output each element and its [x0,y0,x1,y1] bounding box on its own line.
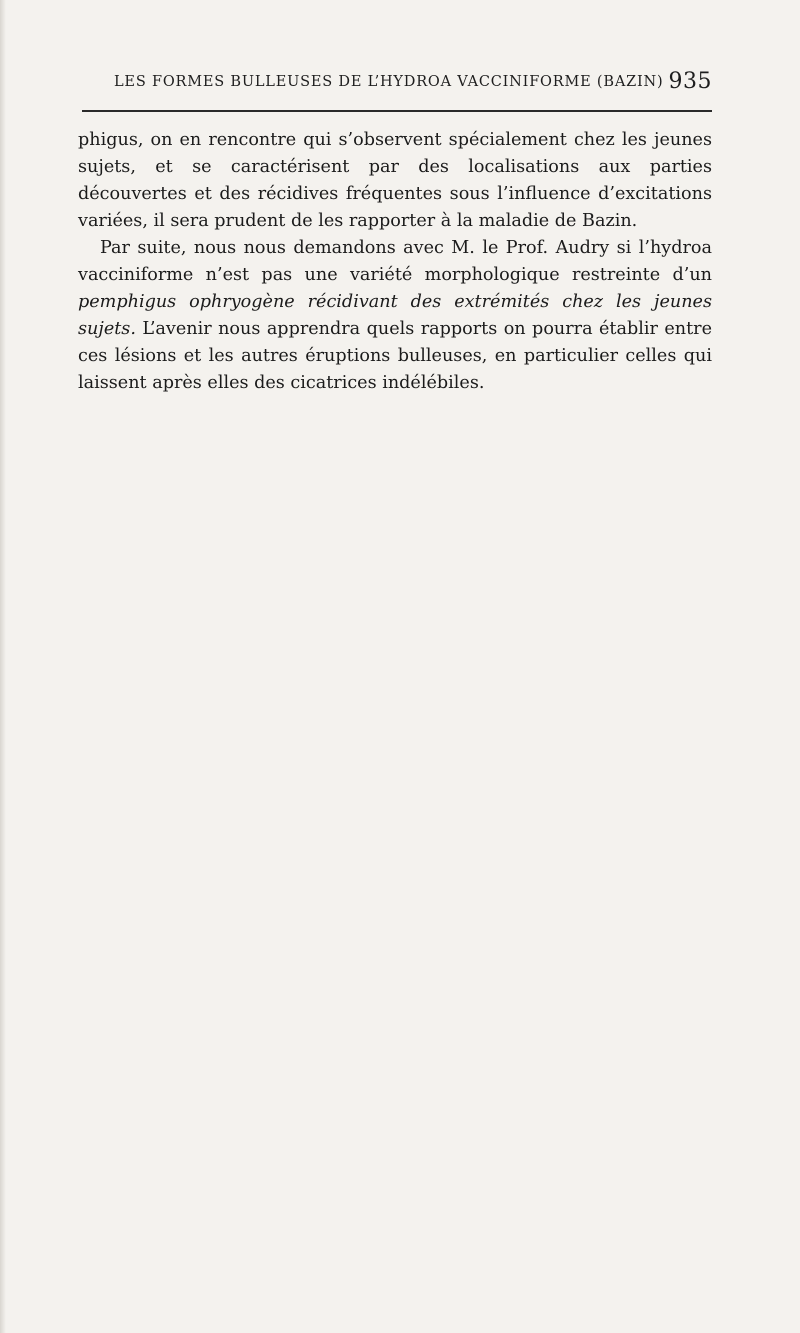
header-rule [82,110,712,112]
running-head [82,68,712,102]
paragraph-2-italic: pemphigus ophryogène récidivant des extrémités chez les jeunes sujets. [78,292,712,339]
paragraph-2-tail: L’avenir nous apprendra quels rapports on pourra établir entre ces lésions et les autres éruptions bulleuses, en particulier celles qui laissent après elles des cicatrices indélébiles. [78,319,712,393]
page-number: 935 [668,69,712,94]
paragraph-1: phigus, on en rencontre qui s’observent spécialement chez les jeunes sujets, et se caractérisent par des localisations aux parties découvertes et des récidives fréquentes sous l’influence d’excitations variées, il sera prudent de les rapporter à la maladie de Bazin. [78,130,712,231]
running-title: LES FORMES BULLEUSES DE L’HYDROA VACCINIFORME (BAZIN) [114,74,664,90]
paragraph-2 [78,235,712,397]
paragraph-2-lead: Par suite, nous nous demandons avec M. le Prof. Audry si l’hydroa vacciniforme n’est pas une variété morphologique restreinte d’un [78,238,712,285]
body-text [78,127,712,397]
